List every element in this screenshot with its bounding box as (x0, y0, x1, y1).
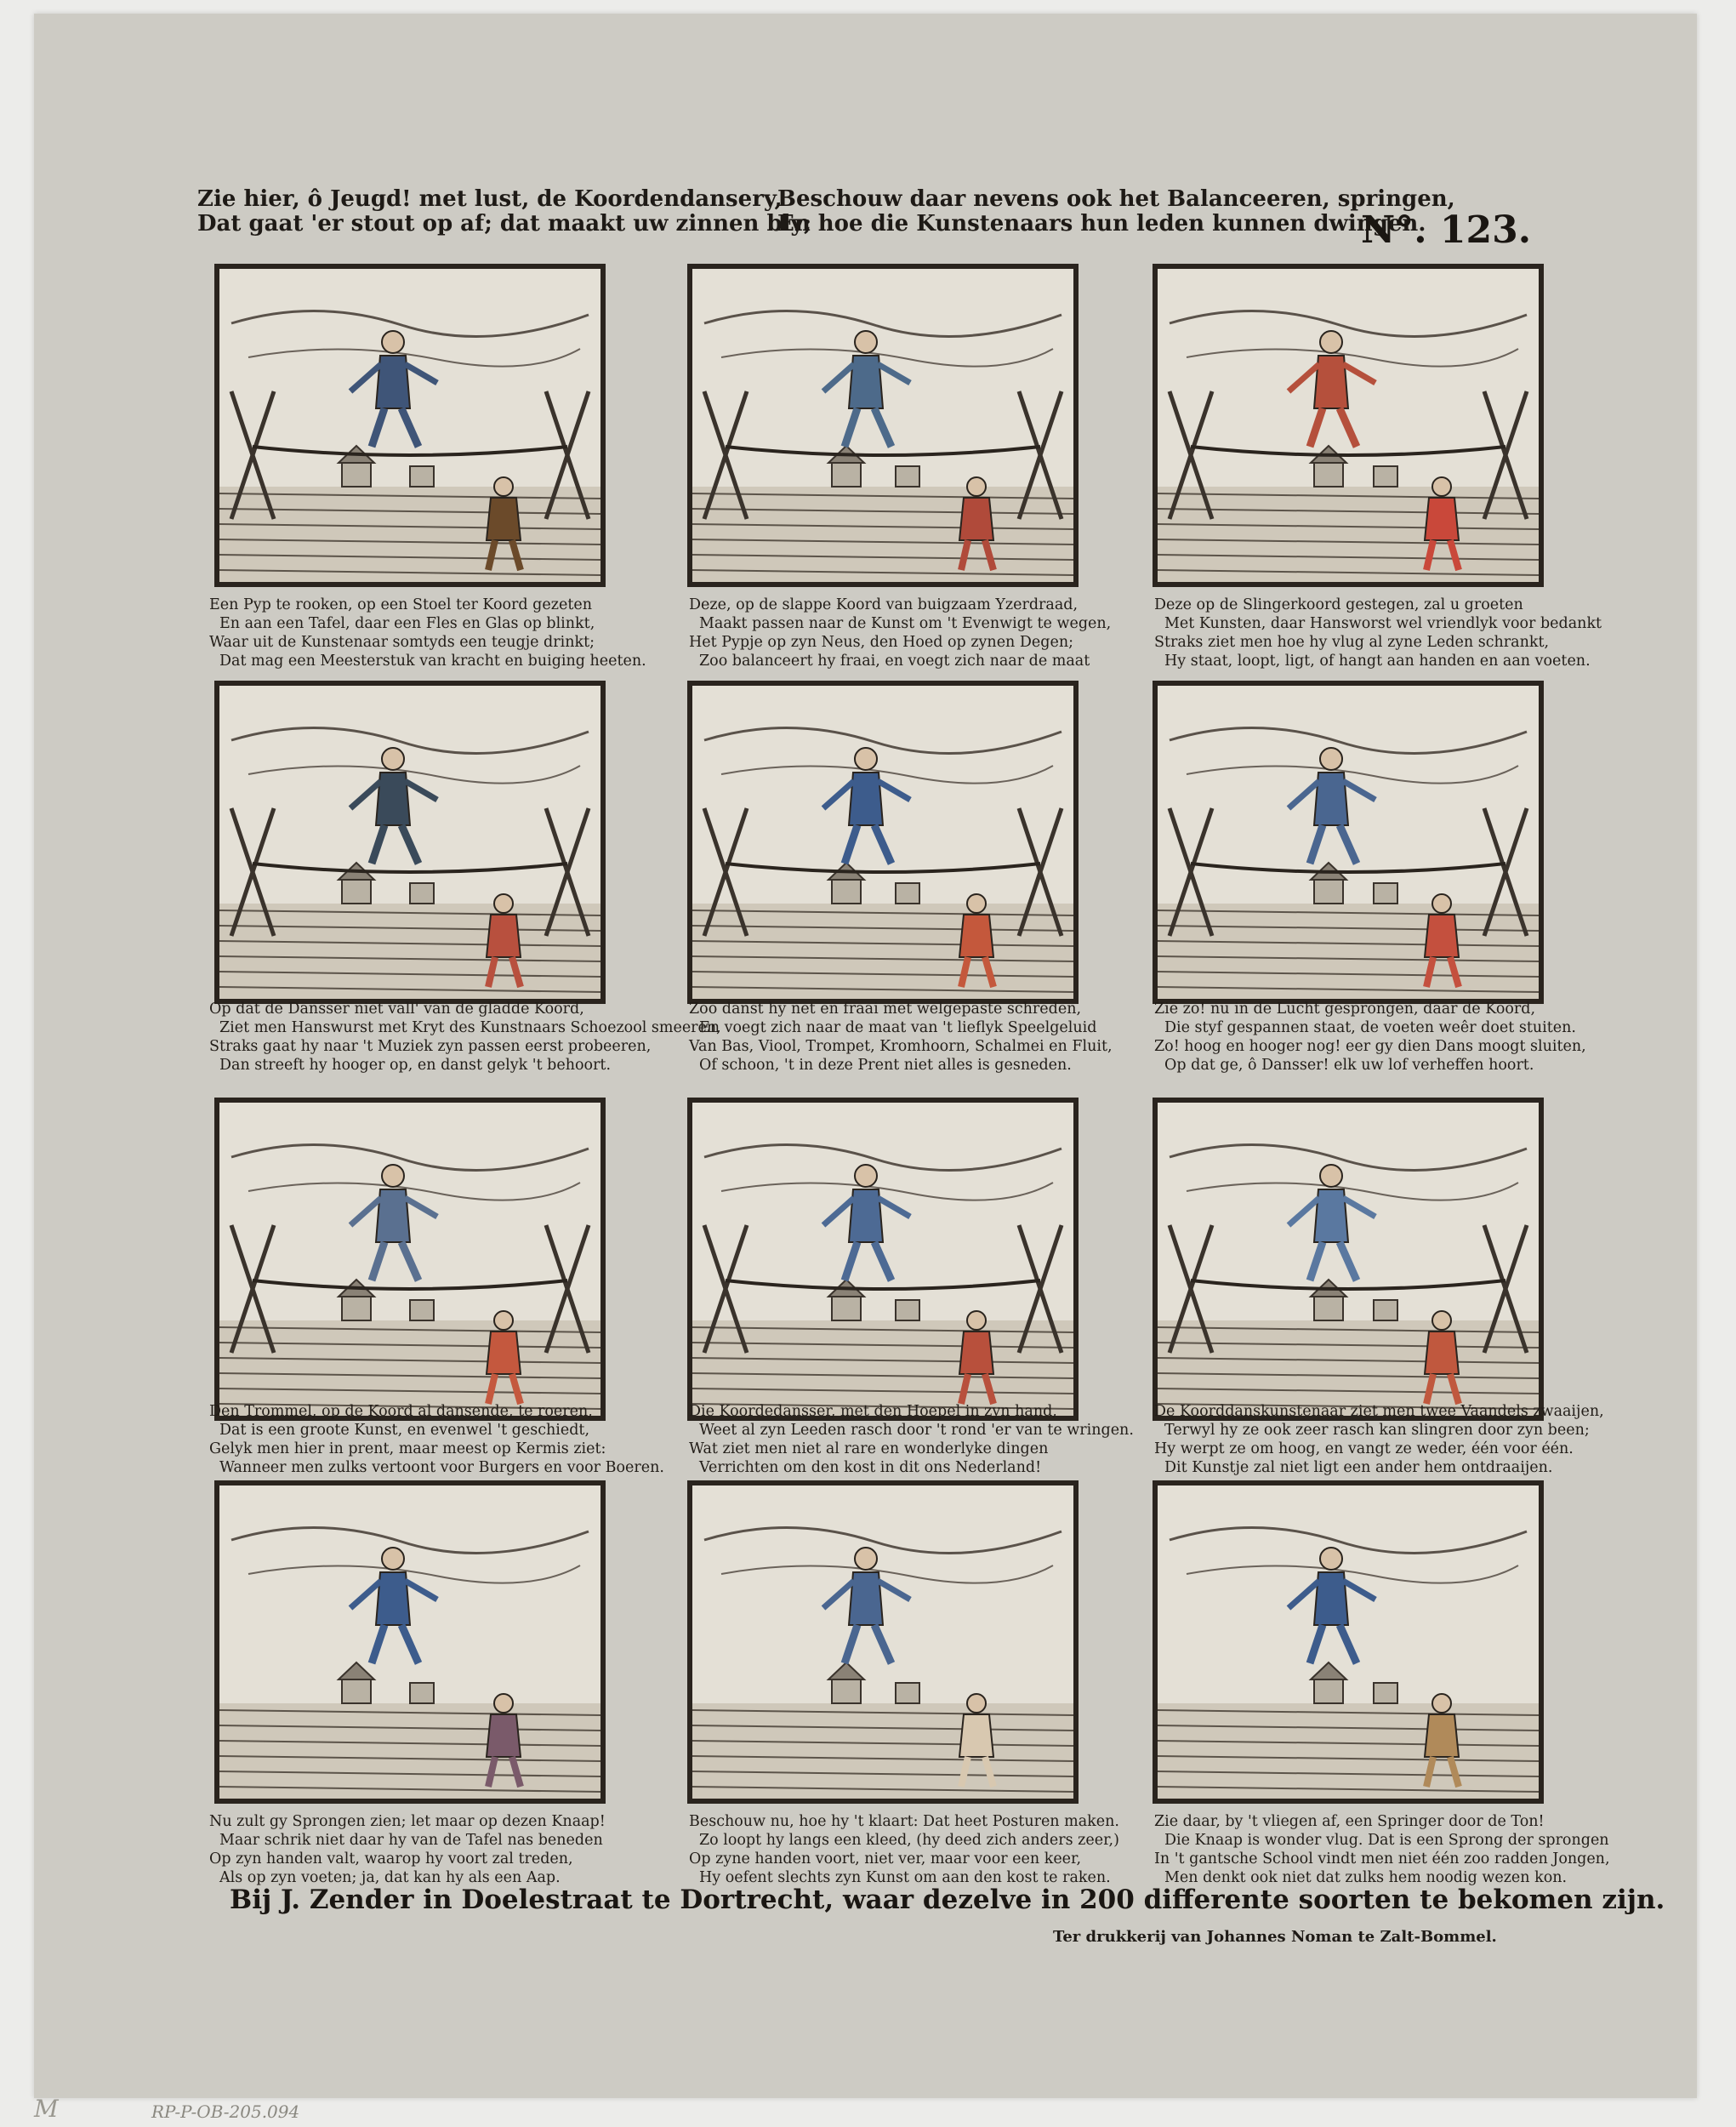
woodcut-illustration (214, 681, 606, 1004)
ground (692, 904, 1073, 999)
woodcut-illustration (687, 681, 1079, 1004)
panel-verse (689, 1000, 1131, 1075)
house (342, 461, 371, 487)
clown-body (1425, 498, 1459, 540)
house (410, 466, 434, 487)
performer-body (376, 1189, 410, 1242)
verse-line: Of schoon, 't in deze Prent niet alles is gesneden. (699, 1057, 1072, 1074)
clown-head (967, 477, 986, 496)
verse-line: Den Trommel, op de Koord al dansende, te roeren, (209, 1403, 593, 1420)
performer-head (855, 748, 877, 770)
verse-line: Zo! hoog en hooger nog! eer gy dien Dans moogt sluiten, (1154, 1038, 1586, 1055)
performer-body (1314, 1189, 1348, 1242)
woodcut-illustration (214, 1480, 606, 1804)
panel-verse (1154, 1402, 1604, 1477)
woodcut-illustration (1153, 1480, 1544, 1804)
woodcut-panel (1153, 1480, 1544, 1804)
verse-line: Dat is een groote Kunst, en evenwel 't geschiedt, (219, 1422, 590, 1439)
ground (1158, 487, 1539, 582)
performer-head (855, 1548, 877, 1570)
house (832, 461, 861, 487)
clown-head (494, 894, 513, 913)
clown-head (494, 1311, 513, 1330)
clown-body (1425, 1332, 1459, 1374)
verse-line: Zoo balanceert hy fraai, en voegt zich naar de maat (699, 653, 1090, 670)
clown-head (494, 477, 513, 496)
house (896, 1300, 919, 1320)
performer-head (382, 1165, 404, 1187)
woodcut-illustration (687, 264, 1079, 587)
woodcut-illustration (1153, 1098, 1544, 1421)
woodcut-illustration (1153, 264, 1544, 587)
verse-line: Met Kunsten, daar Hansworst wel vriendlyk voor bedankt (1164, 615, 1602, 632)
clown-body (487, 1714, 521, 1757)
house (1374, 466, 1397, 487)
verse-line: Deze op de Slingerkoord gestegen, zal u groeten (1154, 596, 1523, 613)
clown-head (1432, 1694, 1451, 1713)
performer-body (849, 356, 883, 408)
woodcut-panel (214, 264, 606, 587)
clown-body (1425, 915, 1459, 957)
verse-line: Hy werpt ze om hoog, en vangt ze weder, één voor één. (1154, 1440, 1574, 1457)
title-verse-left (197, 187, 811, 237)
performer-head (855, 331, 877, 353)
house (896, 466, 919, 487)
title-line: Beschouw daar nevens ook het Balanceeren, springen, (777, 186, 1455, 212)
publisher-imprint: Bij J. Zender in Doelestraat te Dortrecht, waar dezelve in 200 differente soorten te bekomen zijn. (230, 1885, 1665, 1915)
verse-line: Ziet men Hanswurst met Kryt des Kunstnaars Schoezool smeeren, (219, 1019, 721, 1036)
woodcut-panel (1153, 681, 1544, 1004)
verse-line: Die styf gespannen staat, de voeten weêr doet stuiten. (1164, 1019, 1576, 1036)
verse-line: Hy oefent slechts zyn Kunst om aan den kost te raken. (699, 1869, 1111, 1886)
woodcut-illustration (687, 1098, 1079, 1421)
clown-body (959, 498, 993, 540)
verse-line: Verrichten om den kost in dit ons Nederland! (699, 1459, 1042, 1476)
panel-verse (209, 1000, 721, 1075)
performer-head (382, 748, 404, 770)
house (342, 1678, 371, 1703)
verse-line: Zoo danst hy net en fraai met welgepaste schreden, (689, 1001, 1082, 1018)
clown-body (959, 1714, 993, 1757)
panel-verse (689, 1402, 1134, 1477)
woodcut-illustration (1153, 681, 1544, 1004)
house (832, 1295, 861, 1320)
ground (1158, 1703, 1539, 1799)
verse-line: Op zyne handen voort, niet ver, maar voor een keer, (689, 1850, 1082, 1868)
title-verse (197, 187, 1541, 247)
ground (219, 904, 600, 999)
verse-line: Men denkt ook niet dat zulks hem noodig wezen kon. (1164, 1869, 1568, 1886)
ground (219, 487, 600, 582)
woodcut-panel (687, 1098, 1079, 1421)
verse-line: Zie daar, by 't vliegen af, een Springer door de Ton! (1154, 1813, 1545, 1830)
verse-line: Het Pypje op zyn Neus, den Hoed op zynen Degen; (689, 634, 1074, 651)
performer-body (849, 773, 883, 825)
clown-head (967, 1694, 986, 1713)
verse-line: Nu zult gy Sprongen zien; let maar op dezen Knaap! (209, 1813, 606, 1830)
verse-line: Die Koordedansser, met den Hoepel in zyn hand, (689, 1403, 1057, 1420)
house (410, 1300, 434, 1320)
woodcut-illustration (214, 1098, 606, 1421)
performer-body (1314, 773, 1348, 825)
printer-line: Ter drukkerij van Johannes Noman te Zalt-Bommel. (1053, 1928, 1497, 1946)
performer-body (1314, 1572, 1348, 1625)
pencil-mark: M (34, 2095, 59, 2123)
house (896, 1683, 919, 1703)
clown-head (967, 894, 986, 913)
verse-line: Op dat de Dansser niet vall' van de gladde Koord, (209, 1001, 584, 1018)
verse-line: Maar schrik niet daar hy van de Tafel nas beneden (219, 1832, 603, 1849)
panel-verse (1154, 1812, 1610, 1887)
title-line: Zie hier, ô Jeugd! met lust, de Koordendansery, (197, 186, 783, 212)
woodcut-panel (687, 1480, 1079, 1804)
house (1374, 1683, 1397, 1703)
performer-head (1320, 331, 1342, 353)
performer-head (1320, 1548, 1342, 1570)
woodcut-illustration (687, 1480, 1079, 1804)
title-verse-right (777, 187, 1455, 237)
woodcut-panel (1153, 1098, 1544, 1421)
panel-verse (1154, 596, 1602, 670)
house (832, 878, 861, 904)
panel-verse (209, 1402, 664, 1477)
woodcut-panel (214, 681, 606, 1004)
verse-line: Op dat ge, ô Dansser! elk uw lof verheffen hoort. (1164, 1057, 1534, 1074)
performer-head (382, 331, 404, 353)
house (832, 1678, 861, 1703)
panel-verse (209, 596, 652, 670)
house (410, 1683, 434, 1703)
woodcut-panel (687, 681, 1079, 1004)
performer-body (376, 1572, 410, 1625)
verse-line: Die Knaap is wonder vlug. Dat is een Sprong der sprongen (1164, 1832, 1609, 1849)
verse-line: Wat ziet men niet al rare en wonderlyke dingen (689, 1440, 1049, 1457)
verse-line: De Koorddanskunstenaar ziet men twee Vaandels zwaaijen, (1154, 1403, 1604, 1420)
house (1314, 878, 1343, 904)
verse-line: Wanneer men zulks vertoont voor Burgers en voor Boeren. (219, 1459, 664, 1476)
verse-line: Hy staat, loopt, ligt, of hangt aan handen en aan voeten. (1164, 653, 1591, 670)
house (342, 878, 371, 904)
house (1374, 883, 1397, 904)
performer-body (1314, 356, 1348, 408)
verse-line: En voegt zich naar de maat van 't lieflyk Speelgeluid (699, 1019, 1097, 1036)
verse-line: Deze, op de slappe Koord van buigzaam Yzerdraad, (689, 596, 1079, 613)
performer-body (376, 773, 410, 825)
clown-head (494, 1694, 513, 1713)
clown-body (487, 915, 521, 957)
verse-line: Beschouw nu, hoe hy 't klaart: Dat heet Posturen maken. (689, 1813, 1119, 1830)
woodcut-panel (1153, 264, 1544, 587)
clown-head (1432, 894, 1451, 913)
verse-line: Terwyl hy ze ook zeer rasch kan slingren door zyn been; (1164, 1422, 1590, 1439)
sheet-number: N°. 123. (1361, 208, 1532, 252)
title-line: En hoe die Kunstenaars hun leden kunnen dwingen. (777, 211, 1426, 237)
panel-verse (209, 1812, 652, 1887)
house (1314, 1678, 1343, 1703)
house (410, 883, 434, 904)
house (1314, 461, 1343, 487)
verse-line: Dan streeft hy hooger op, en danst gelyk 't behoort. (219, 1057, 612, 1074)
verse-line: Dat mag een Meesterstuk van kracht en buiging heeten. (219, 653, 646, 670)
verse-line: In 't gantsche School vindt men niet één zoo radden Jongen, (1154, 1850, 1610, 1868)
verse-line: Als op zyn voeten; ja, dat kan hy als een Aap. (219, 1869, 561, 1886)
woodcut-panel (214, 1480, 606, 1804)
ground (1158, 904, 1539, 999)
clown-body (959, 915, 993, 957)
inventory-number: RP-P-OB-205.094 (151, 2101, 300, 2122)
ground (692, 487, 1073, 582)
woodcut-panel (687, 264, 1079, 587)
house (342, 1295, 371, 1320)
title-line: Dat gaat 'er stout op af; dat maakt uw zinnen bly; (197, 211, 812, 237)
panel-verse (689, 1812, 1131, 1887)
verse-line: Gelyk men hier in prent, maar meest op Kermis ziet: (209, 1440, 606, 1457)
ground (692, 1703, 1073, 1799)
clown-body (487, 1332, 521, 1374)
panel-verse (1154, 1000, 1597, 1075)
verse-line: Van Bas, Viool, Trompet, Kromhoorn, Schalmei en Fluit, (689, 1038, 1113, 1055)
verse-line: Zie zo! nu in de Lucht gesprongen, daar de Koord, (1154, 1001, 1536, 1018)
performer-head (855, 1165, 877, 1187)
performer-body (849, 1572, 883, 1625)
clown-head (967, 1311, 986, 1330)
woodcut-panel (214, 1098, 606, 1421)
verse-line: En aan een Tafel, daar een Fles en Glas op blinkt, (219, 615, 595, 632)
clown-head (1432, 1311, 1451, 1330)
verse-line: Waar uit de Kunstenaar somtyds een teugje drinkt; (209, 634, 595, 651)
house (1314, 1295, 1343, 1320)
verse-line: Zo loopt hy langs een kleed, (hy deed zich anders zeer,) (699, 1832, 1119, 1849)
ground (219, 1703, 600, 1799)
performer-head (1320, 748, 1342, 770)
performer-head (382, 1548, 404, 1570)
verse-line: Straks ziet men hoe hy vlug al zyne Leden schrankt, (1154, 634, 1550, 651)
verse-line: Straks gaat hy naar 't Muziek zyn passen eerst probeeren, (209, 1038, 652, 1055)
clown-body (1425, 1714, 1459, 1757)
verse-line: Op zyn handen valt, waarop hy voort zal treden, (209, 1850, 573, 1868)
verse-line: Een Pyp te rooken, op een Stoel ter Koord gezeten (209, 596, 592, 613)
verse-line: Maakt passen naar de Kunst om 't Evenwigt te wegen, (699, 615, 1112, 632)
woodcut-illustration (214, 264, 606, 587)
clown-body (487, 498, 521, 540)
verse-line: Weet al zyn Leeden rasch door 't rond 'er van te wringen. (699, 1422, 1134, 1439)
performer-head (1320, 1165, 1342, 1187)
house (1374, 1300, 1397, 1320)
performer-body (376, 356, 410, 408)
verse-line: Dit Kunstje zal niet ligt een ander hem ontdraaijen. (1164, 1459, 1553, 1476)
house (896, 883, 919, 904)
performer-body (849, 1189, 883, 1242)
clown-body (959, 1332, 993, 1374)
clown-head (1432, 477, 1451, 496)
panel-verse (689, 596, 1131, 670)
